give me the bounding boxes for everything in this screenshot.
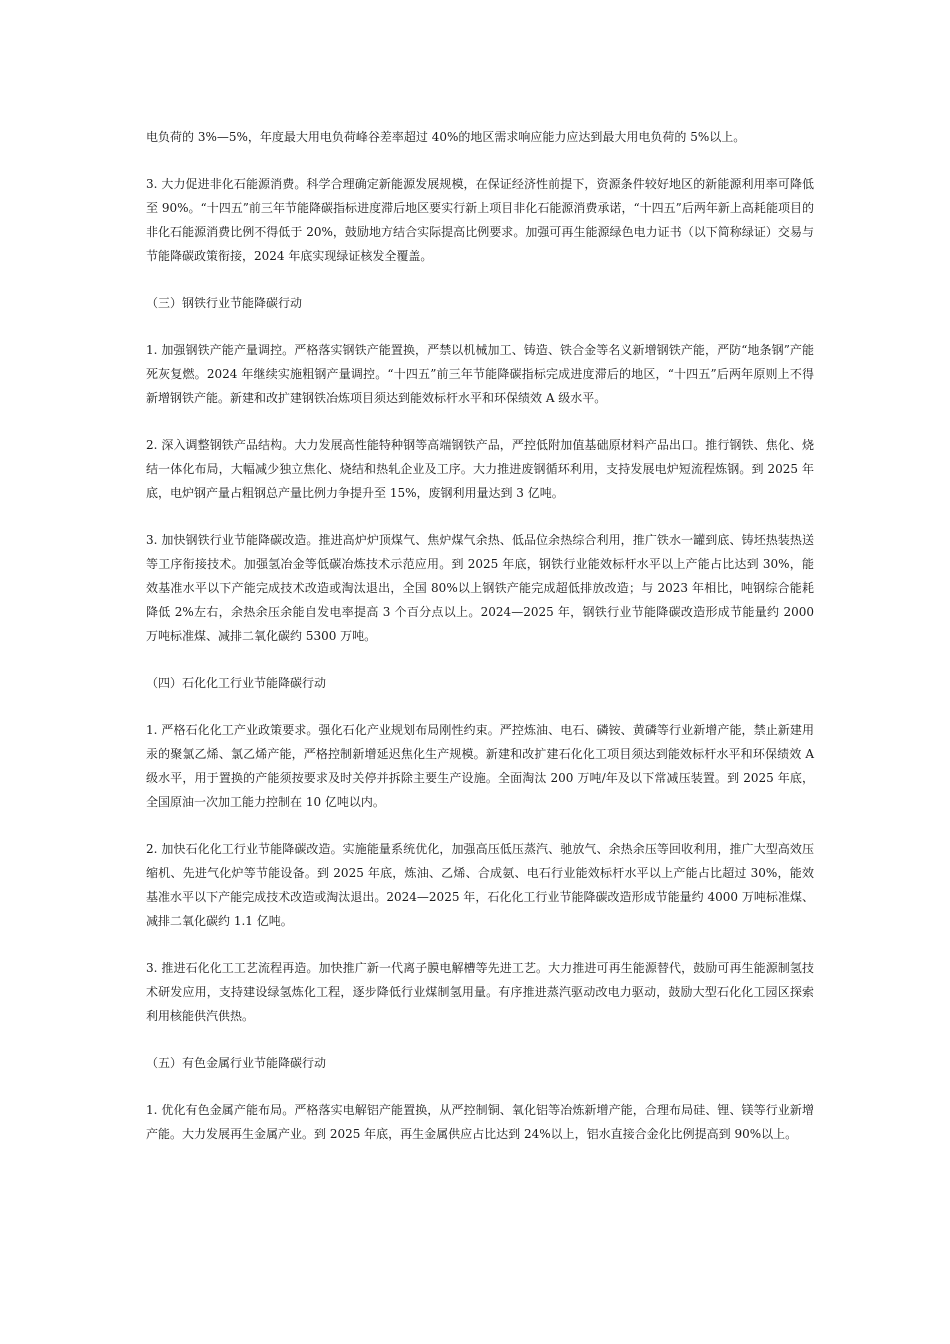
paragraph-nonferrous-layout: 1. 优化有色金属产能布局。严格落实电解铝产能置换，从严控制铜、氧化铝等冶炼新增产能，合理布局硅、锂、镁等行业新增产能。大力发展再生金属产业。到 2025 年底，再生金属供应占比达到 24%以上，铝水直接合金化比例提高到 90%以上。 [146, 1103, 814, 1141]
section-heading-nonferrous: （五）有色金属行业节能降碳行动 [146, 1056, 327, 1070]
paragraph-non-fossil-energy: 3. 大力促进非化石能源消费。科学合理确定新能源发展规模，在保证经济性前提下，资源条件较好地区的新能源利用率可降低至 90%。“十四五”前三年节能降碳指标进度滞后地区要实行新上项目非化石能源消费承诺，“十四五”后两年新上高耗能项目的非化石能源消费比例不得低于 20%，鼓励地方结合实际提高比例要求。加强可再生能源绿色电力证书（以下简称绿证）交易与节能降碳政策衔接，2024 年底实现绿证核发全覆盖。 [146, 177, 814, 263]
section-heading-petrochemical: （四）石化化工行业节能降碳行动 [146, 676, 327, 690]
paragraph-steel-capacity: 1. 加强钢铁产能产量调控。严格落实钢铁产能置换，严禁以机械加工、铸造、铁合金等名义新增钢铁产能，严防“地条钢”产能死灰复燃。2024 年继续实施粗钢产量调控。“十四五”前三年节能降碳指标完成进度滞后的地区，“十四五”后两年原则上不得新增钢铁产能。新建和改扩建钢铁冶炼项目须达到能效标杆水平和环保绩效 A 级水平。 [146, 343, 814, 405]
paragraph-steel-structure: 2. 深入调整钢铁产品结构。大力发展高性能特种钢等高端钢铁产品，严控低附加值基础原材料产品出口。推行钢铁、焦化、烧结一体化布局，大幅减少独立焦化、烧结和热轧企业及工序。大力推进废钢循环利用，支持发展电炉短流程炼钢。到 2025 年底，电炉钢产量占粗钢总产量比例力争提升至 15%，废钢利用量达到 3 亿吨。 [146, 438, 814, 500]
paragraph-petrochemical-process: 3. 推进石化化工工艺流程再造。加快推广新一代离子膜电解槽等先进工艺。大力推进可再生能源替代，鼓励可再生能源制氢技术研发应用，支持建设绿氢炼化工程，逐步降低行业煤制氢用量。有序推进蒸汽驱动改电力驱动，鼓励大型石化化工园区探索利用核能供汽供热。 [146, 961, 814, 1023]
paragraph-petrochemical-retrofit: 2. 加快石化化工行业节能降碳改造。实施能量系统优化，加强高压低压蒸汽、驰放气、余热余压等回收利用，推广大型高效压缩机、先进气化炉等节能设备。到 2025 年底，炼油、乙烯、合成氨、电石行业能效标杆水平以上产能占比超过 30%，能效基准水平以下产能完成技术改造或淘汰退出。2024—2025 年，石化化工行业节能降碳改造形成节能量约 4000 万吨标准煤、减排二氧化碳约 1.1 亿吨。 [146, 842, 814, 928]
paragraph-petrochemical-policy: 1. 严格石化化工产业政策要求。强化石化产业规划布局刚性约束。严控炼油、电石、磷铵、黄磷等行业新增产能，禁止新建用汞的聚氯乙烯、氯乙烯产能，严格控制新增延迟焦化生产规模。新建和改扩建石化化工项目须达到能效标杆水平和环保绩效 A 级水平，用于置换的产能须按要求及时关停并拆除主要生产设施。全面淘汰 200 万吨/年及以下常减压装置。到 2025 年底，全国原油一次加工能力控制在 10 亿吨以内。 [146, 723, 814, 809]
section-heading-steel: （三）钢铁行业节能降碳行动 [146, 296, 303, 310]
document-body [146, 125, 814, 1169]
paragraph-load-response: 电负荷的 3%—5%，年度最大用电负荷峰谷差率超过 40%的地区需求响应能力应达到最大用电负荷的 5%以上。 [146, 130, 746, 144]
paragraph-steel-retrofit: 3. 加快钢铁行业节能降碳改造。推进高炉炉顶煤气、焦炉煤气余热、低品位余热综合利用，推广铁水一罐到底、铸坯热装热送等工序衔接技术。加强氢冶金等低碳冶炼技术示范应用。到 2025 年底，钢铁行业能效标杆水平以上产能占比达到 30%，能效基准水平以下产能完成技术改造或淘汰退出，全国 80%以上钢铁产能完成超低排放改造；与 2023 年相比，吨钢综合能耗降低 2%左右，余热余压余能自发电率提高 3 个百分点以上。2024—2025 年，钢铁行业节能降碳改造形成节能量约 2000 万吨标准煤、减排二氧化碳约 5300 万吨。 [146, 533, 814, 643]
